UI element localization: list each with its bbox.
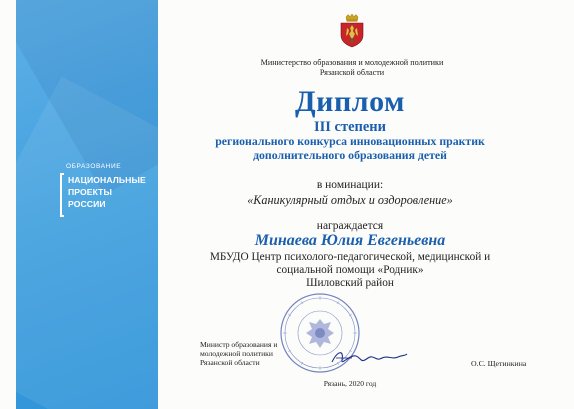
logo-bracket — [60, 173, 64, 217]
org-line-1: МБУДО Центр психолого-педагогической, медицинской и — [209, 251, 491, 263]
ministry-line-1: Министерство образования и молодежной политики — [260, 58, 444, 67]
nomination-text: «Каникулярный отдых и оздоровление» — [247, 193, 453, 207]
org-line-3: Шиловский район — [306, 276, 394, 289]
subtitle-line-2: дополнительного образования детей — [253, 147, 447, 162]
diploma-subtitle — [180, 135, 520, 162]
signer-line-3: Рязанской области — [200, 358, 260, 368]
logo-line-3: РОССИИ — [68, 199, 106, 209]
diploma-title: Диплом — [295, 85, 405, 118]
signer-name: О.С. Щетинкина — [471, 359, 527, 368]
ministry-header — [258, 58, 446, 78]
nomination-label: в номинации: — [316, 179, 384, 191]
signature-icon — [330, 346, 408, 368]
recipient-name: Минаева Юлия Евгеньевна — [254, 232, 446, 249]
subtitle-line-1: регионального конкурса инновационных практик — [215, 134, 485, 148]
signer-line-1: Министр образования и — [200, 340, 278, 349]
signer-title — [200, 340, 300, 368]
logo-line-1: НАЦИОНАЛЬНЫЕ — [68, 175, 146, 185]
org-line-2: социальной помощи «Родник» — [276, 263, 424, 276]
logo-line-2: ПРОЕКТЫ — [68, 187, 113, 197]
national-projects-logo — [60, 163, 150, 225]
coat-of-arms-icon — [339, 14, 365, 48]
ministry-line-2: Рязанской области — [319, 68, 385, 77]
signer-line-2: молодежной политики — [200, 349, 273, 359]
place-date: Рязань, 2020 год — [323, 379, 377, 388]
awarded-label: награждается — [316, 220, 384, 232]
organization — [205, 251, 495, 289]
logo-top-word: ОБРАЗОВАНИЕ — [66, 163, 122, 170]
diploma-degree: III степени — [313, 119, 387, 135]
